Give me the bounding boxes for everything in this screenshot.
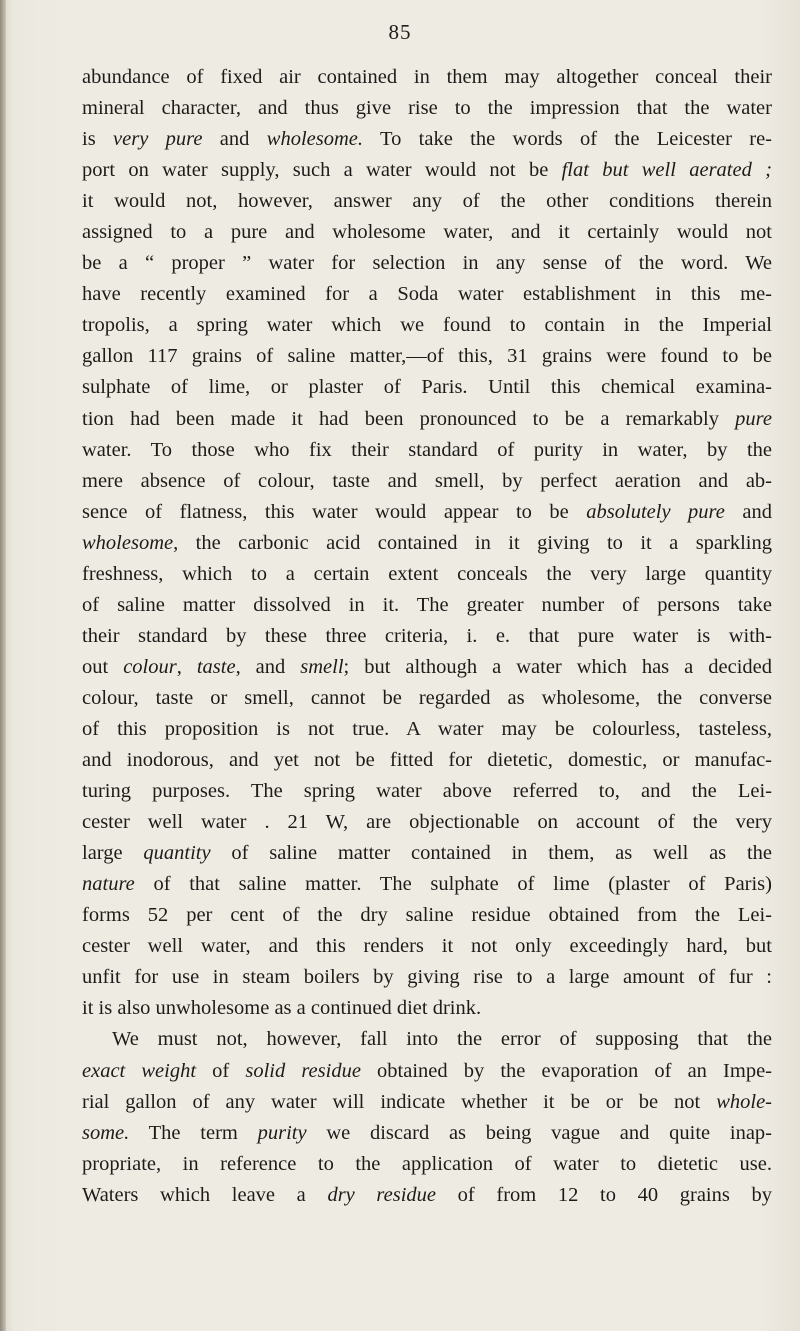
text-run: The term — [129, 1121, 258, 1144]
italic-text: quantity — [143, 842, 211, 865]
italic-text: nature — [82, 873, 135, 896]
text-run: To take the words of the Leicester re- — [363, 128, 772, 151]
text-run: ; but although a water which has a decided — [343, 655, 772, 678]
text-run: mineral character, and thus give rise to the impression that the water — [82, 97, 772, 120]
text-line — [82, 776, 772, 807]
text-run: and — [202, 128, 267, 151]
text-run: water. To those who fix their standard of purity in water, by the — [82, 438, 772, 461]
text-run: sence of flatness, this water would appear to be — [82, 500, 587, 523]
text-run: have recently examined for a Soda water establishment in this me- — [82, 283, 772, 306]
text-line — [82, 372, 772, 403]
text-line — [82, 155, 772, 186]
italic-text: solid residue — [245, 1059, 361, 1082]
text-line — [82, 528, 772, 559]
text-line — [82, 497, 772, 528]
text-run: of saline matter contained in them, as well as the — [210, 842, 773, 865]
text-run: we discard as being vague and quite inap- — [306, 1121, 772, 1144]
text-run: of from 12 to 40 grains by — [436, 1183, 772, 1206]
text-line — [82, 621, 772, 652]
italic-text: wholesome. — [266, 128, 363, 151]
text-run: , and — [235, 655, 301, 678]
text-run: of that saline matter. The sulphate of lime (plaster of Paris) — [134, 873, 772, 896]
text-line — [82, 652, 772, 683]
text-run: their standard by these three criteria, i. e. that pure water is with- — [82, 624, 772, 647]
text-line — [82, 807, 772, 838]
text-run: forms 52 per cent of the dry saline residue obtained from the Lei- — [82, 904, 772, 927]
text-run: gallon 117 grains of saline matter,—of this, 31 grains were found to be — [82, 345, 772, 368]
text-run: , the carbonic acid contained in it giving to it a sparkling — [173, 531, 772, 554]
text-line — [82, 186, 772, 217]
text-line — [82, 745, 772, 776]
text-line — [82, 900, 772, 931]
page-gutter — [0, 0, 6, 1331]
text-line — [82, 466, 772, 497]
text-run: large — [82, 842, 144, 865]
italic-text: whole- — [716, 1090, 772, 1113]
text-line — [82, 124, 772, 155]
text-run: be a “ proper ” water for selection in any sense of the word. We — [82, 252, 772, 275]
text-line — [82, 714, 772, 745]
italic-text: flat but well aerated ; — [561, 159, 772, 182]
text-run: Waters which leave a — [82, 1183, 328, 1206]
text-line — [82, 590, 772, 621]
text-run: sulphate of lime, or plaster of Paris. Until this chemical examina- — [82, 376, 772, 399]
text-run: cester well water . 21 W, are objectionable on account of the very — [82, 811, 772, 834]
text-run: of saline matter dissolved in it. The greater number of persons take — [82, 593, 772, 616]
text-line — [82, 93, 772, 124]
text-line — [82, 993, 772, 1024]
text-line — [82, 1024, 772, 1055]
text-line — [82, 931, 772, 962]
italic-text: dry residue — [327, 1183, 436, 1206]
italic-text: absolutely pure — [586, 500, 725, 523]
italic-text: colour — [123, 655, 177, 678]
text-line — [82, 962, 772, 993]
text-run: it would not, however, answer any of the other conditions therein — [82, 190, 772, 213]
italic-text: very pure — [113, 128, 203, 151]
text-line — [82, 1056, 772, 1087]
body-text — [82, 62, 772, 1211]
text-run: tropolis, a spring water which we found to contain in the Imperial — [82, 314, 772, 337]
text-run: of this proposition is not true. A water may be colourless, tasteless, — [82, 717, 772, 740]
text-run: obtained by the evaporation of an Impe- — [360, 1059, 772, 1082]
text-line — [82, 1149, 772, 1180]
text-line — [82, 1180, 772, 1211]
text-line — [82, 683, 772, 714]
text-run: unfit for use in steam boilers by giving rise to a large amount of fur : — [82, 966, 772, 989]
text-run: assigned to a pure and wholesome water, and it certainly would not — [82, 221, 772, 244]
italic-text: some. — [82, 1121, 130, 1144]
text-line — [82, 435, 772, 466]
text-line — [82, 248, 772, 279]
text-line — [82, 62, 772, 93]
text-line — [82, 341, 772, 372]
text-line — [82, 1087, 772, 1118]
text-run: out — [82, 655, 124, 678]
text-run: cester well water, and this renders it not only exceedingly hard, but — [82, 935, 772, 958]
text-run: port on water supply, such a water would not be — [82, 159, 562, 182]
text-line — [82, 838, 772, 869]
text-run: We must not, however, fall into the error of supposing that the — [112, 1028, 772, 1051]
italic-text: smell — [300, 655, 344, 678]
text-line — [82, 869, 772, 900]
text-run: tion had been made it had been pronounced to be a remarkably — [82, 407, 736, 430]
text-line — [82, 279, 772, 310]
italic-text: pure — [735, 407, 772, 430]
text-run: is — [82, 128, 114, 151]
text-run: and inodorous, and yet not be fitted for dietetic, domestic, or manufac- — [82, 749, 772, 772]
text-run: mere absence of colour, taste and smell, by perfect aeration and ab- — [82, 469, 772, 492]
page-number: 85 — [388, 20, 412, 44]
text-line — [82, 310, 772, 341]
text-line — [82, 1118, 772, 1149]
italic-text: exact weight — [82, 1059, 197, 1082]
text-run: abundance of fixed air contained in them may altogether conceal their — [82, 66, 772, 88]
text-run: and — [724, 500, 772, 523]
italic-text: taste — [196, 655, 236, 678]
text-run: of — [196, 1059, 246, 1082]
text-line — [82, 404, 772, 435]
text-run: freshness, which to a certain extent conceals the very large quantity — [82, 562, 772, 585]
text-line — [82, 217, 772, 248]
text-run: it is also unwholesome as a continued diet drink. — [82, 997, 482, 1020]
text-run: propriate, in reference to the application of water to dietetic use. — [82, 1152, 772, 1175]
italic-text: purity — [257, 1121, 307, 1144]
text-line — [82, 559, 772, 590]
text-run: turing purposes. The spring water above referred to, and the Lei- — [82, 780, 772, 803]
text-run: colour, taste or smell, cannot be regarded as wholesome, the converse — [82, 686, 772, 709]
italic-text: wholesome — [82, 531, 174, 554]
text-run: , — [176, 655, 197, 678]
text-run: rial gallon of any water will indicate whether it be or be not — [82, 1090, 717, 1113]
